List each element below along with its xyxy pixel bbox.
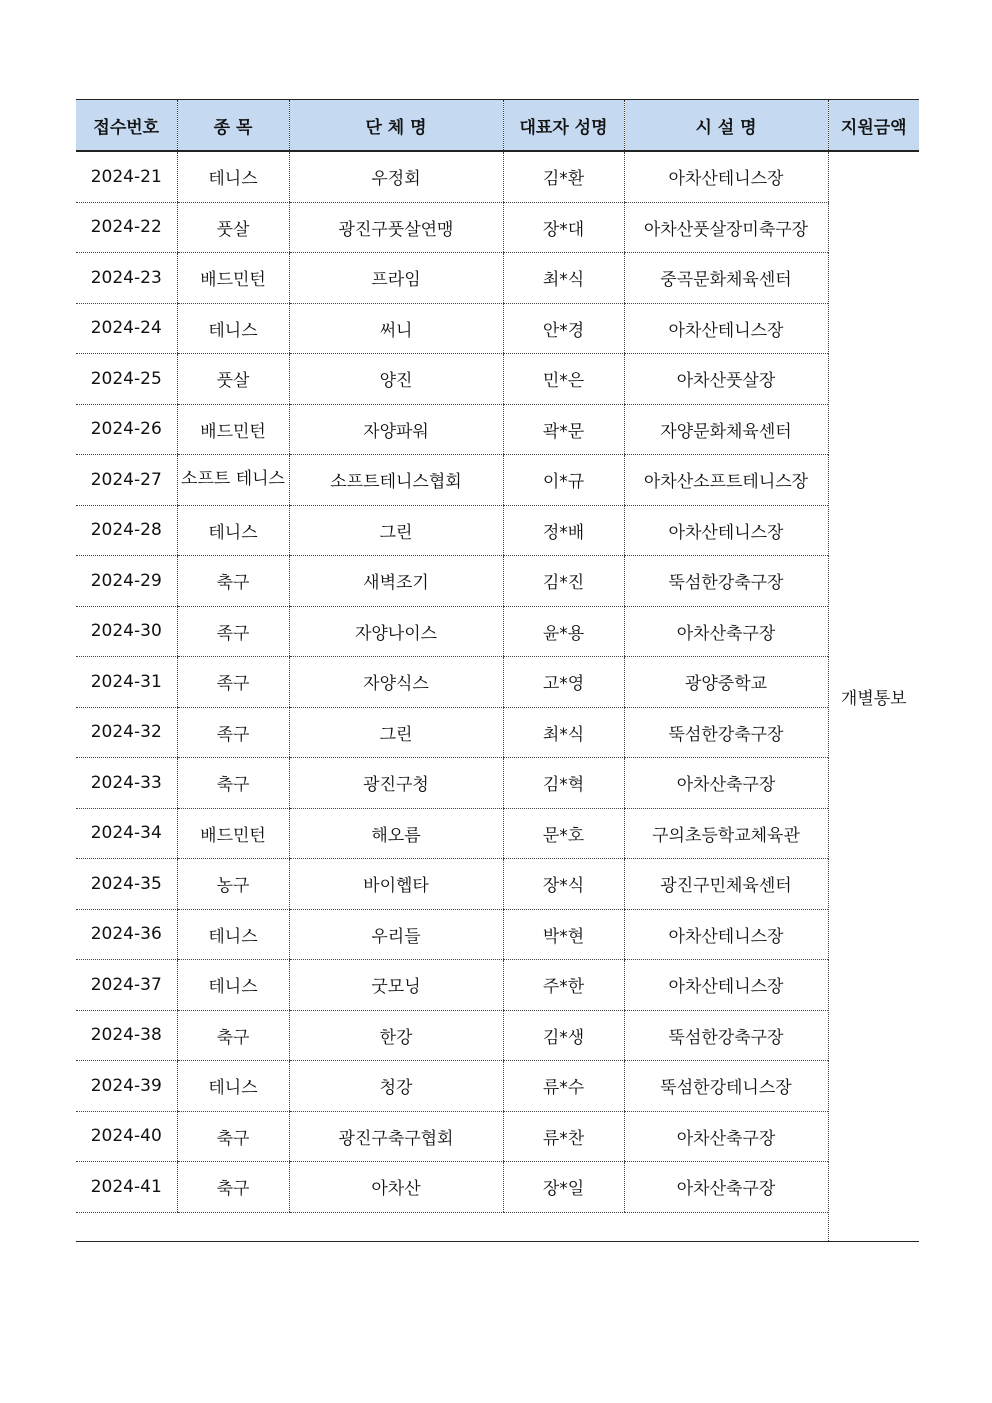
- cell-sport: 족구: [177, 657, 289, 708]
- header-group-name: 단 체 명: [289, 100, 503, 152]
- cell-representative: 정*배: [503, 505, 624, 556]
- table-row: [76, 808, 919, 859]
- cell-sport: 소프트 테니스: [177, 455, 289, 506]
- header-row: [76, 100, 919, 152]
- cell-group-name: 자양파워: [289, 404, 503, 455]
- cell-representative: 김*혁: [503, 758, 624, 809]
- cell-representative: 최*식: [503, 253, 624, 304]
- cell-representative: 김*진: [503, 556, 624, 607]
- cell-facility: 아차산축구장: [624, 1111, 828, 1162]
- cell-sport: 테니스: [177, 505, 289, 556]
- cell-sport: 족구: [177, 707, 289, 758]
- cell-facility: 광양중학교: [624, 657, 828, 708]
- cell-receipt-number: 2024-24: [76, 303, 177, 354]
- cell-group-name: 양진: [289, 354, 503, 405]
- cell-group-name: 해오름: [289, 808, 503, 859]
- cell-receipt-number: 2024-26: [76, 404, 177, 455]
- cell-sport: 족구: [177, 606, 289, 657]
- cell-facility: 광진구민체육센터: [624, 859, 828, 910]
- cell-receipt-number: 2024-30: [76, 606, 177, 657]
- cell-group-name: 소프트테니스협회: [289, 455, 503, 506]
- cell-sport: 배드민턴: [177, 253, 289, 304]
- table-row: [76, 758, 919, 809]
- cell-representative: 김*환: [503, 151, 624, 202]
- header-representative: 대표자 성명: [503, 100, 624, 152]
- cell-sport: 축구: [177, 758, 289, 809]
- table-row: [76, 303, 919, 354]
- table-row: [76, 1061, 919, 1112]
- cell-facility: 뚝섬한강테니스장: [624, 1061, 828, 1112]
- cell-receipt-number: 2024-31: [76, 657, 177, 708]
- cell-receipt-number: 2024-23: [76, 253, 177, 304]
- cell-group-name: 굿모닝: [289, 960, 503, 1011]
- cell-representative: 장*대: [503, 202, 624, 253]
- cell-sport: 농구: [177, 859, 289, 910]
- cell-representative: 류*찬: [503, 1111, 624, 1162]
- cell-facility: 아차산풋살장: [624, 354, 828, 405]
- cell-group-name: 써니: [289, 303, 503, 354]
- cell-receipt-number: 2024-36: [76, 909, 177, 960]
- cell-group-name: 아차산: [289, 1162, 503, 1213]
- cell-receipt-number: 2024-32: [76, 707, 177, 758]
- cell-representative: 안*경: [503, 303, 624, 354]
- cell-group-name: 우정회: [289, 151, 503, 202]
- cell-group-name: 새벽조기: [289, 556, 503, 607]
- table-row: [76, 556, 919, 607]
- table-row: [76, 606, 919, 657]
- cell-sport: 배드민턴: [177, 808, 289, 859]
- table-row: [76, 253, 919, 304]
- cell-representative: 이*규: [503, 455, 624, 506]
- cell-sport: 테니스: [177, 303, 289, 354]
- blank-row: [76, 1212, 919, 1241]
- cell-facility: 아차산소프트테니스장: [624, 455, 828, 506]
- cell-representative: 고*영: [503, 657, 624, 708]
- cell-group-name: 그린: [289, 707, 503, 758]
- cell-sport: 테니스: [177, 1061, 289, 1112]
- cell-group-name: 그린: [289, 505, 503, 556]
- cell-group-name: 광진구청: [289, 758, 503, 809]
- cell-group-name: 프라임: [289, 253, 503, 304]
- cell-facility: 아차산테니스장: [624, 960, 828, 1011]
- table-row: [76, 657, 919, 708]
- cell-representative: 민*은: [503, 354, 624, 405]
- cell-facility: 아차산테니스장: [624, 303, 828, 354]
- cell-facility: 아차산풋살장미축구장: [624, 202, 828, 253]
- cell-sport: 풋살: [177, 202, 289, 253]
- table-row: [76, 1111, 919, 1162]
- cell-group-name: 광진구축구협회: [289, 1111, 503, 1162]
- cell-receipt-number: 2024-28: [76, 505, 177, 556]
- table-row: [76, 960, 919, 1011]
- table-row: [76, 707, 919, 758]
- cell-receipt-number: 2024-25: [76, 354, 177, 405]
- cell-sport: 축구: [177, 556, 289, 607]
- table-body: [76, 151, 919, 1241]
- cell-representative: 류*수: [503, 1061, 624, 1112]
- cell-representative: 김*생: [503, 1010, 624, 1061]
- cell-facility: 구의초등학교체육관: [624, 808, 828, 859]
- table-row: [76, 909, 919, 960]
- header-support-amount: 지원금액: [828, 100, 919, 152]
- cell-sport: 배드민턴: [177, 404, 289, 455]
- cell-receipt-number: 2024-41: [76, 1162, 177, 1213]
- cell-receipt-number: 2024-29: [76, 556, 177, 607]
- table-row: [76, 505, 919, 556]
- cell-group-name: 바이헵타: [289, 859, 503, 910]
- header-facility: 시 설 명: [624, 100, 828, 152]
- support-table: [76, 99, 919, 1242]
- table-row: [76, 404, 919, 455]
- cell-facility: 아차산축구장: [624, 758, 828, 809]
- table-row: [76, 859, 919, 910]
- cell-representative: 장*일: [503, 1162, 624, 1213]
- table-row: [76, 1162, 919, 1213]
- blank-cell: [76, 1212, 828, 1241]
- cell-receipt-number: 2024-21: [76, 151, 177, 202]
- table-row: [76, 354, 919, 405]
- cell-facility: 아차산축구장: [624, 606, 828, 657]
- cell-receipt-number: 2024-40: [76, 1111, 177, 1162]
- cell-receipt-number: 2024-39: [76, 1061, 177, 1112]
- cell-facility: 아차산테니스장: [624, 909, 828, 960]
- cell-sport: 테니스: [177, 909, 289, 960]
- header-receipt-number: 접수번호: [76, 100, 177, 152]
- cell-representative: 최*식: [503, 707, 624, 758]
- cell-receipt-number: 2024-27: [76, 455, 177, 506]
- cell-representative: 주*한: [503, 960, 624, 1011]
- cell-representative: 곽*문: [503, 404, 624, 455]
- cell-facility: 아차산축구장: [624, 1162, 828, 1213]
- table-row: [76, 151, 919, 202]
- table-row: [76, 1010, 919, 1061]
- header-sport: 종 목: [177, 100, 289, 152]
- cell-facility: 아차산테니스장: [624, 505, 828, 556]
- cell-representative: 윤*용: [503, 606, 624, 657]
- cell-sport: 축구: [177, 1162, 289, 1213]
- table-row: [76, 455, 919, 506]
- cell-group-name: 청강: [289, 1061, 503, 1112]
- cell-receipt-number: 2024-33: [76, 758, 177, 809]
- cell-group-name: 자양나이스: [289, 606, 503, 657]
- cell-receipt-number: 2024-34: [76, 808, 177, 859]
- cell-facility: 아차산테니스장: [624, 151, 828, 202]
- cell-facility: 뚝섬한강축구장: [624, 707, 828, 758]
- cell-receipt-number: 2024-38: [76, 1010, 177, 1061]
- cell-sport: 축구: [177, 1111, 289, 1162]
- cell-receipt-number: 2024-22: [76, 202, 177, 253]
- cell-facility: 뚝섬한강축구장: [624, 1010, 828, 1061]
- cell-group-name: 우리들: [289, 909, 503, 960]
- cell-representative: 장*식: [503, 859, 624, 910]
- cell-group-name: 광진구풋살연맹: [289, 202, 503, 253]
- cell-support-amount: 개별통보: [828, 151, 919, 1241]
- cell-receipt-number: 2024-35: [76, 859, 177, 910]
- table-row: [76, 202, 919, 253]
- cell-sport: 풋살: [177, 354, 289, 405]
- cell-sport: 테니스: [177, 960, 289, 1011]
- cell-sport: 축구: [177, 1010, 289, 1061]
- cell-facility: 자양문화체육센터: [624, 404, 828, 455]
- cell-group-name: 한강: [289, 1010, 503, 1061]
- cell-sport: 테니스: [177, 151, 289, 202]
- cell-facility: 중곡문화체육센터: [624, 253, 828, 304]
- cell-representative: 박*현: [503, 909, 624, 960]
- cell-facility: 뚝섬한강축구장: [624, 556, 828, 607]
- cell-representative: 문*호: [503, 808, 624, 859]
- cell-group-name: 자양식스: [289, 657, 503, 708]
- cell-receipt-number: 2024-37: [76, 960, 177, 1011]
